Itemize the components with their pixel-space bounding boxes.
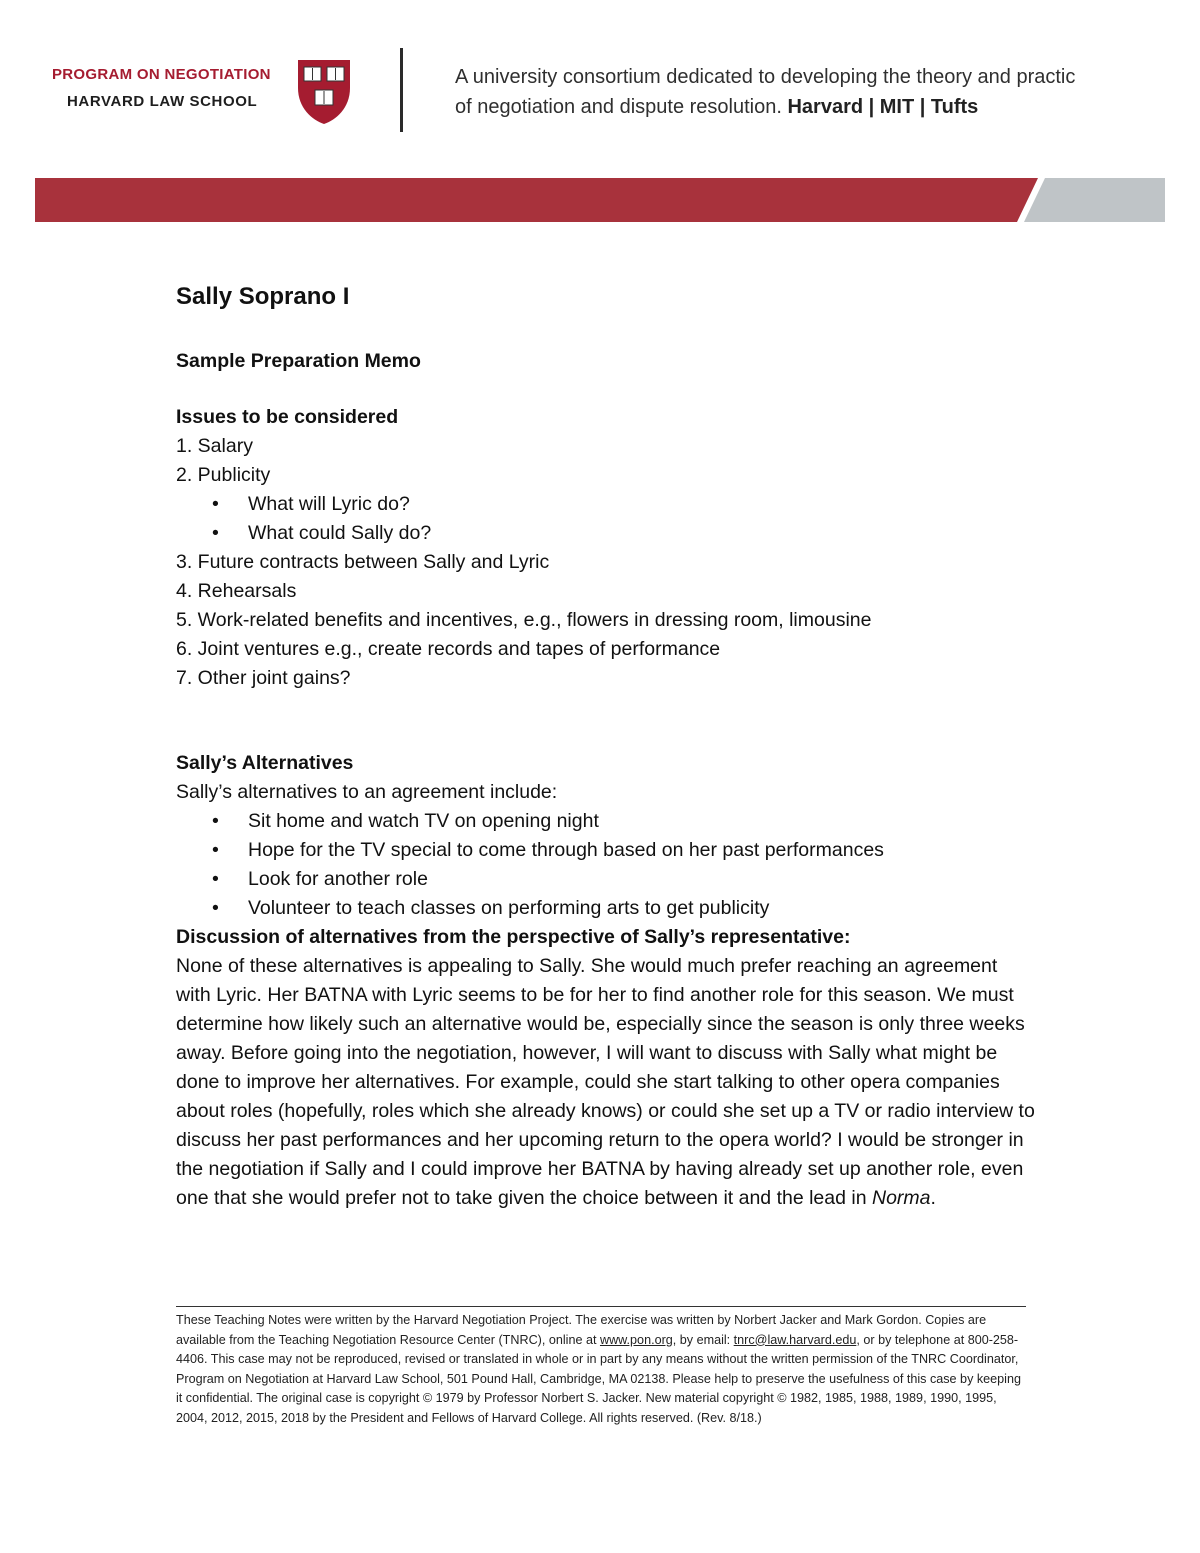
list-item: 7. Other joint gains?	[176, 667, 351, 689]
discussion-heading: Discussion of alternatives from the perspective of Sally’s representative:	[176, 926, 851, 948]
tagline-institutions: Harvard | MIT | Tufts	[787, 96, 979, 118]
publicity-bullets	[176, 490, 1036, 548]
header-tagline	[455, 62, 1200, 122]
tagline-line-1: A university consortium dedicated to developing the theory and practic	[455, 66, 1076, 88]
logo-harvard-law-school: HARVARD LAW SCHOOL	[67, 93, 258, 110]
page-header	[0, 0, 1200, 170]
header-band	[35, 178, 1165, 222]
list-item: • Volunteer to teach classes on performing arts to get publicity	[212, 894, 1036, 923]
issues-list	[176, 432, 1036, 490]
list-item: • What could Sally do?	[212, 519, 1036, 548]
alternatives-intro: Sally’s alternatives to an agreement include:	[176, 781, 558, 803]
issues-heading: Issues to be considered	[176, 406, 399, 428]
alternatives-heading: Sally’s Alternatives	[176, 752, 354, 774]
header-band-grey	[1024, 178, 1165, 222]
list-item: 1. Salary	[176, 435, 253, 457]
tnrc-email-link[interactable]: tnrc@law.harvard.edu	[733, 1332, 857, 1347]
list-item: 4. Rehearsals	[176, 580, 297, 602]
logo-program-on-negotiation: PROGRAM ON NEGOTIATION	[52, 66, 271, 83]
list-item: 3. Future contracts between Sally and Lyric	[176, 551, 550, 573]
header-divider	[400, 48, 403, 132]
discussion-paragraph: None of these alternatives is appealing to Sally. She would much prefer reaching an agreement with Lyric. Her BATNA with Lyric seems to be for her to find another role for this season. We must determine how likely such an alternative would be, especially since the season is only three weeks away. Before going into the negotiation, however, I will want to discuss with Sally what might be done to improve her alternatives. For example, could she start talking to other opera companies about roles (hopefully, roles which she already knows) or could she set up a TV or radio interview to discuss her past performances and her upcoming return to the opera world? I would be stronger in the negotiation if Sally and I could improve her BATNA by having already set up another role, even one that she would prefer not to take given the choice between it and the lead in Norma.	[176, 955, 1035, 1209]
memo-content	[176, 280, 1036, 1213]
alternatives-list	[176, 807, 1036, 923]
list-item: 5. Work-related benefits and incentives, e.g., flowers in dressing room, limousine	[176, 609, 872, 631]
list-item: 2. Publicity	[176, 464, 271, 486]
list-item: • Hope for the TV special to come through based on her past performances	[212, 836, 1036, 865]
list-item: • What will Lyric do?	[212, 490, 1036, 519]
pon-website-link[interactable]: www.pon.org	[599, 1332, 673, 1347]
list-item: 6. Joint ventures e.g., create records and tapes of performance	[176, 638, 721, 660]
footer-notes: These Teaching Notes were written by the Harvard Negotiation Project. The exercise was written by Norbert Jacker and Mark Gordon. Copies are available from the Teaching Negotiation Resource Center (TNRC), online at www.pon.org, by email: tnrc@law.harvard.edu, or by telephone at 800-258-4406. This case may not be reproduced, revised or translated in whole or in part by any means without the written permission of the TNRC Coordinator, Program on Negotiation at Harvard Law School, 501 Pound Hall, Cambridge, MA 02138. Please help to preserve the usefulness of this case by keeping it confidential. The original case is copyright © 1979 by Professor Norbert S. Jacker. New material copyright © 1982, 1985, 1988, 1989, 1990, 1995, 2004, 2012, 2015, 2018 by the President and Fellows of Harvard College. All rights reserved. (Rev. 8/18.)	[176, 1306, 1026, 1428]
page-title: Sally Soprano I	[176, 283, 350, 310]
opera-title: Norma	[871, 1187, 931, 1209]
tagline-line-2: of negotiation and dispute resolution. Harvard | MIT | Tufts	[455, 96, 979, 118]
header-band-red	[35, 178, 1038, 222]
list-item: • Sit home and watch TV on opening night	[212, 807, 1036, 836]
list-item: • Look for another role	[212, 865, 1036, 894]
memo-subtitle: Sample Preparation Memo	[176, 350, 421, 372]
issues-list-continued	[176, 548, 1036, 693]
harvard-shield-icon	[296, 58, 352, 126]
